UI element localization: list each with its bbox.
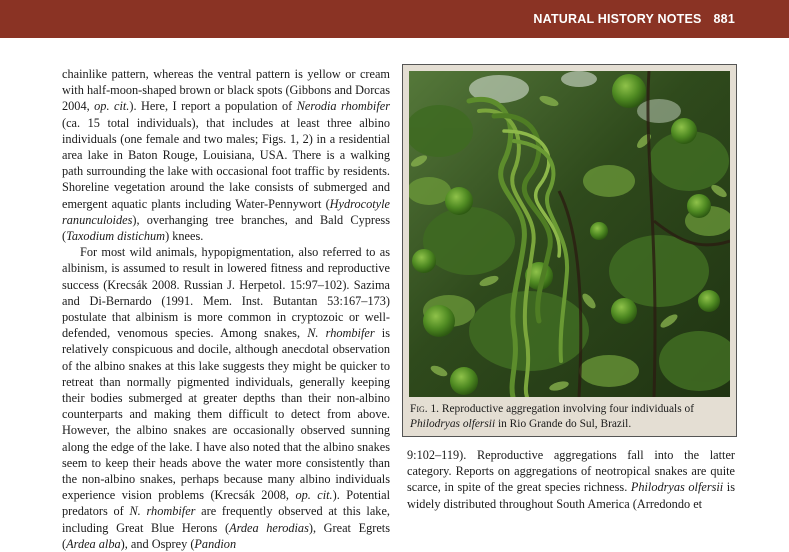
paragraph-2 [62,244,390,552]
species-name: N. rhombifer [129,504,196,519]
text-run: For most wild animals, hypopigmentation, also referred to as albinism, is assumed to result in lowered fitness and reproductive success (Krecsák 2008. Russian J. Herpetol. 15:97–102). Sazima and Di-Bernardo (1991. Mem. Inst. Butantan 53:167–173) postulate that albinism is more common in cryptozoic or well-defended, venomous species. Among snakes, [62,245,390,341]
text-run: are frequently observed at this lake, including Great Blue Herons ( [62,504,390,535]
species-name: Pandion [194,536,237,551]
left-text-column [62,66,390,552]
text-run: ), and Osprey ( [120,536,195,551]
running-header [0,0,789,38]
text-run: ), overhanging tree branches, and Bald Cypress ( [62,212,390,244]
photo-illustration [409,71,730,397]
paragraph-1 [62,66,390,244]
figure-label: Fig. 1. [410,403,440,415]
text-run: ) knees. [165,229,204,244]
text-run: ). Potential predators of [62,488,390,519]
italic-run: op. cit. [94,99,130,114]
species-name: Ardea alba [66,536,121,551]
species-name: Nerodia rhombifer [296,99,391,114]
species-name: Hydrocotyle ranunculoides [62,196,390,227]
text-run: ). Here, I report a population of [129,99,297,114]
text-run: ), Great Egrets ( [62,520,390,551]
text-run: in Rio Grande do Sul, Brazil. [495,417,632,430]
text-run: is widely distributed throughout South America (Arredondo et [407,480,736,511]
right-text-column [407,447,735,512]
figure-1 [402,64,737,437]
text-run: Reproductive aggregation involving four individuals of [439,403,694,415]
species-name: Taxodium distichum [66,229,166,244]
text-run: is relatively conspicuous and docile, although anecdotal observation of the albino snakes at this lake suggests they might be quicker to retreat than normally pigmented individuals, generally keeping their bodies submerged at greater depths than their non-albino counterparts and making them difficult to detect from above. However, the albino snakes are occasionally observed sunning along the edge of the lake. I have also noted that the albino snakes seem to keep their heads above the water more consistently than the non-albino snakes, perhaps because many albino individuals experience vision problems (Krecsák 2008, [62,326,390,503]
figure-caption [410,402,732,431]
paragraph-3 [407,447,735,512]
section-title: NATURAL HISTORY NOTES [533,12,702,26]
page-number: 881 [713,12,735,26]
italic-run: op. cit. [295,488,333,503]
species-name: Ardea herodias [229,520,309,535]
text-run: (ca. 15 total individuals), that includes at least three albino individuals (one female and two males; Figs. 1, 2) in a residential area lake in Baton Rouge, Louisiana, USA. There is a walking path surrounding the lake with occasional foot traffic by residents. Shoreline vegetation around the lake consists of submerged and emergent aquatic plants including Water-Pennywort ( [62,115,390,211]
species-name: Philodryas olfersii [630,480,724,495]
species-name: Philodryas olfersii [410,417,496,430]
text-run: chainlike pattern, whereas the ventral pattern is yellow or cream with half-moon-shaped brown or black spots (Gibbons and Dorcas 2004, [62,67,390,114]
text-run: 9:102–119). Reproductive aggregations fall into the latter category. Reports on aggregations of neotropical snakes are quite scarce, in spite of the great species richness. [407,448,735,495]
species-name: N. rhombifer [307,326,375,341]
snake-aggregation-photo [409,71,730,397]
